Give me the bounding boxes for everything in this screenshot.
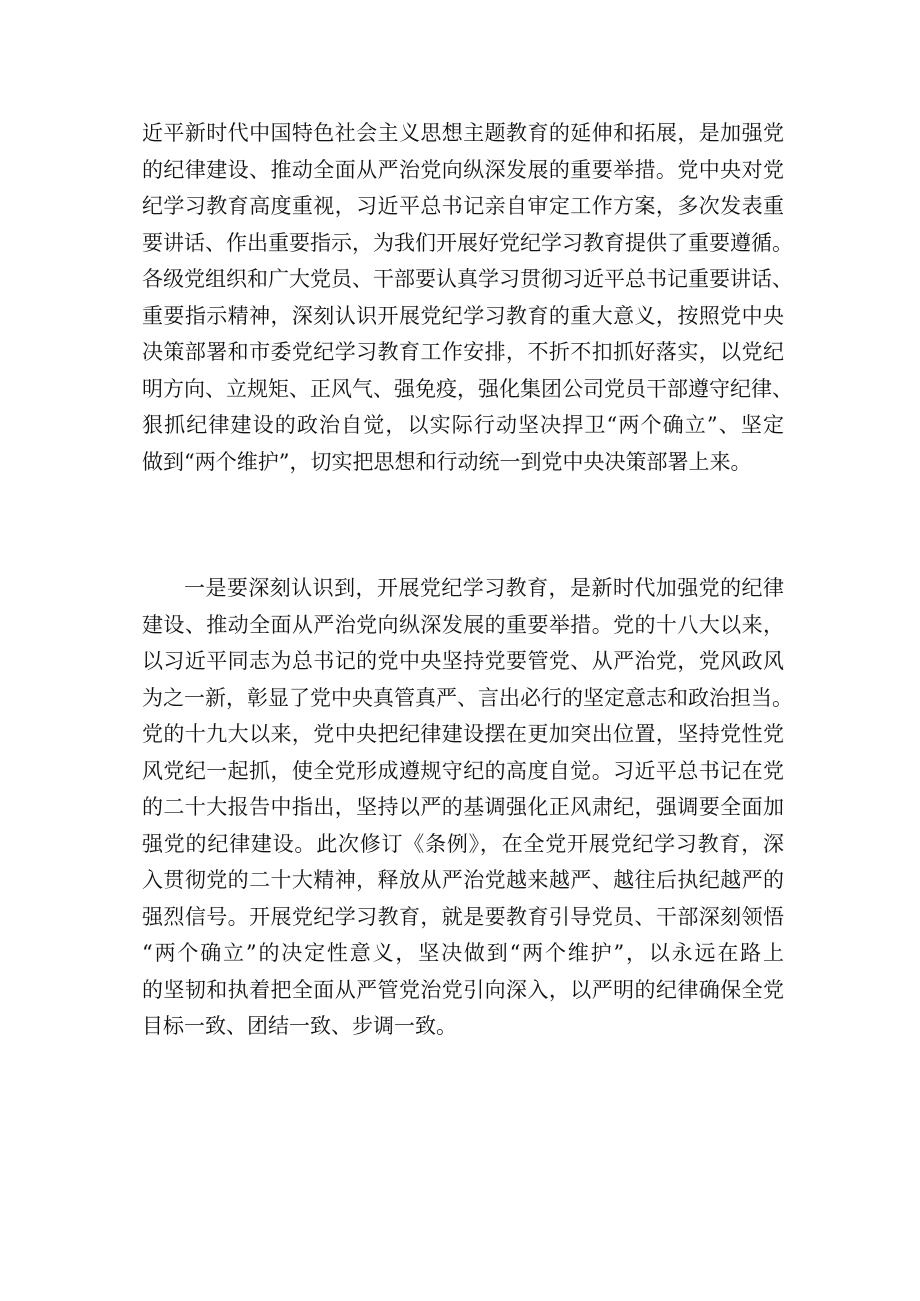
text-line: 建设、推动全面从严治党向纵深发展的重要举措。党的十八大以来， xyxy=(142,612,784,637)
text-line: 风党纪一起抓，使全党形成遵规守纪的高度自觉。习近平总书记在党 xyxy=(142,758,784,783)
text-line: 明方向、立规矩、正风气、强免疫，强化集团公司党员干部遵守纪律、 xyxy=(142,376,793,401)
text-line: 一是要深刻认识到，开展党纪学习教育，是新时代加强党的纪律 xyxy=(184,576,784,600)
text-line: 决策部署和市委党纪学习教育工作安排，不折不扣抓好落实，以党纪 xyxy=(142,340,784,364)
text-line: 入贯彻党的二十大精神，释放从严治党越来越严、越往后执纪越严的 xyxy=(142,868,784,892)
text-line: 目标一致、团结一致、步调一致。 xyxy=(142,1014,457,1038)
text-line: 近平新时代中国特色社会主义思想主题教育的延伸和拓展，是加强党 xyxy=(142,121,784,145)
text-line: 的坚韧和执着把全面从严管党治党引向深入，以严明的纪律确保全党 xyxy=(142,977,784,1002)
text-line: 强党的纪律建设。此次修订《条例》，在全党开展党纪学习教育，深 xyxy=(142,831,784,856)
text-line: 要讲话、作出重要指示，为我们开展好党纪学习教育提供了重要遵循。 xyxy=(142,230,793,255)
text-line: 各级党组织和广大党员、干部要认真学习贯彻习近平总书记重要讲话、 xyxy=(142,267,793,291)
text-line: 党的十九大以来，党中央把纪律建设摆在更加突出位置，坚持党性党 xyxy=(142,722,784,746)
text-line: 重要指示精神，深刻认识开展党纪学习教育的重大意义，按照党中央 xyxy=(142,303,784,328)
paragraph-2 xyxy=(142,570,793,1045)
text-line: 做到“两个维护”，切实把思想和行动统一到党中央决策部署上来。 xyxy=(142,449,752,474)
text-line: 狠抓纪律建设的政治自觉，以实际行动坚决捍卫“两个确立”、坚定 xyxy=(142,413,784,437)
text-line: 纪学习教育高度重视，习近平总书记亲自审定工作方案，多次发表重 xyxy=(142,194,784,218)
text-line: 的纪律建设、推动全面从严治党向纵深发展的重要举措。党中央对党 xyxy=(142,157,784,182)
text-line: 为之一新，彰显了党中央真管真严、言出必行的坚定意志和政治担当。 xyxy=(142,685,793,710)
text-line: 以习近平同志为总书记的党中央坚持党要管党、从严治党，党风政风 xyxy=(142,649,784,673)
paragraph-1 xyxy=(142,115,793,480)
text-line: 强烈信号。开展党纪学习教育，就是要教育引导党员、干部深刻领悟 xyxy=(142,904,784,929)
text-line: 的二十大报告中指出，坚持以严的基调强化正风肃纪，强调要全面加 xyxy=(142,795,784,819)
text-line: “两个确立”的决定性意义，坚决做到“两个维护”，以永远在路上 xyxy=(142,941,784,965)
